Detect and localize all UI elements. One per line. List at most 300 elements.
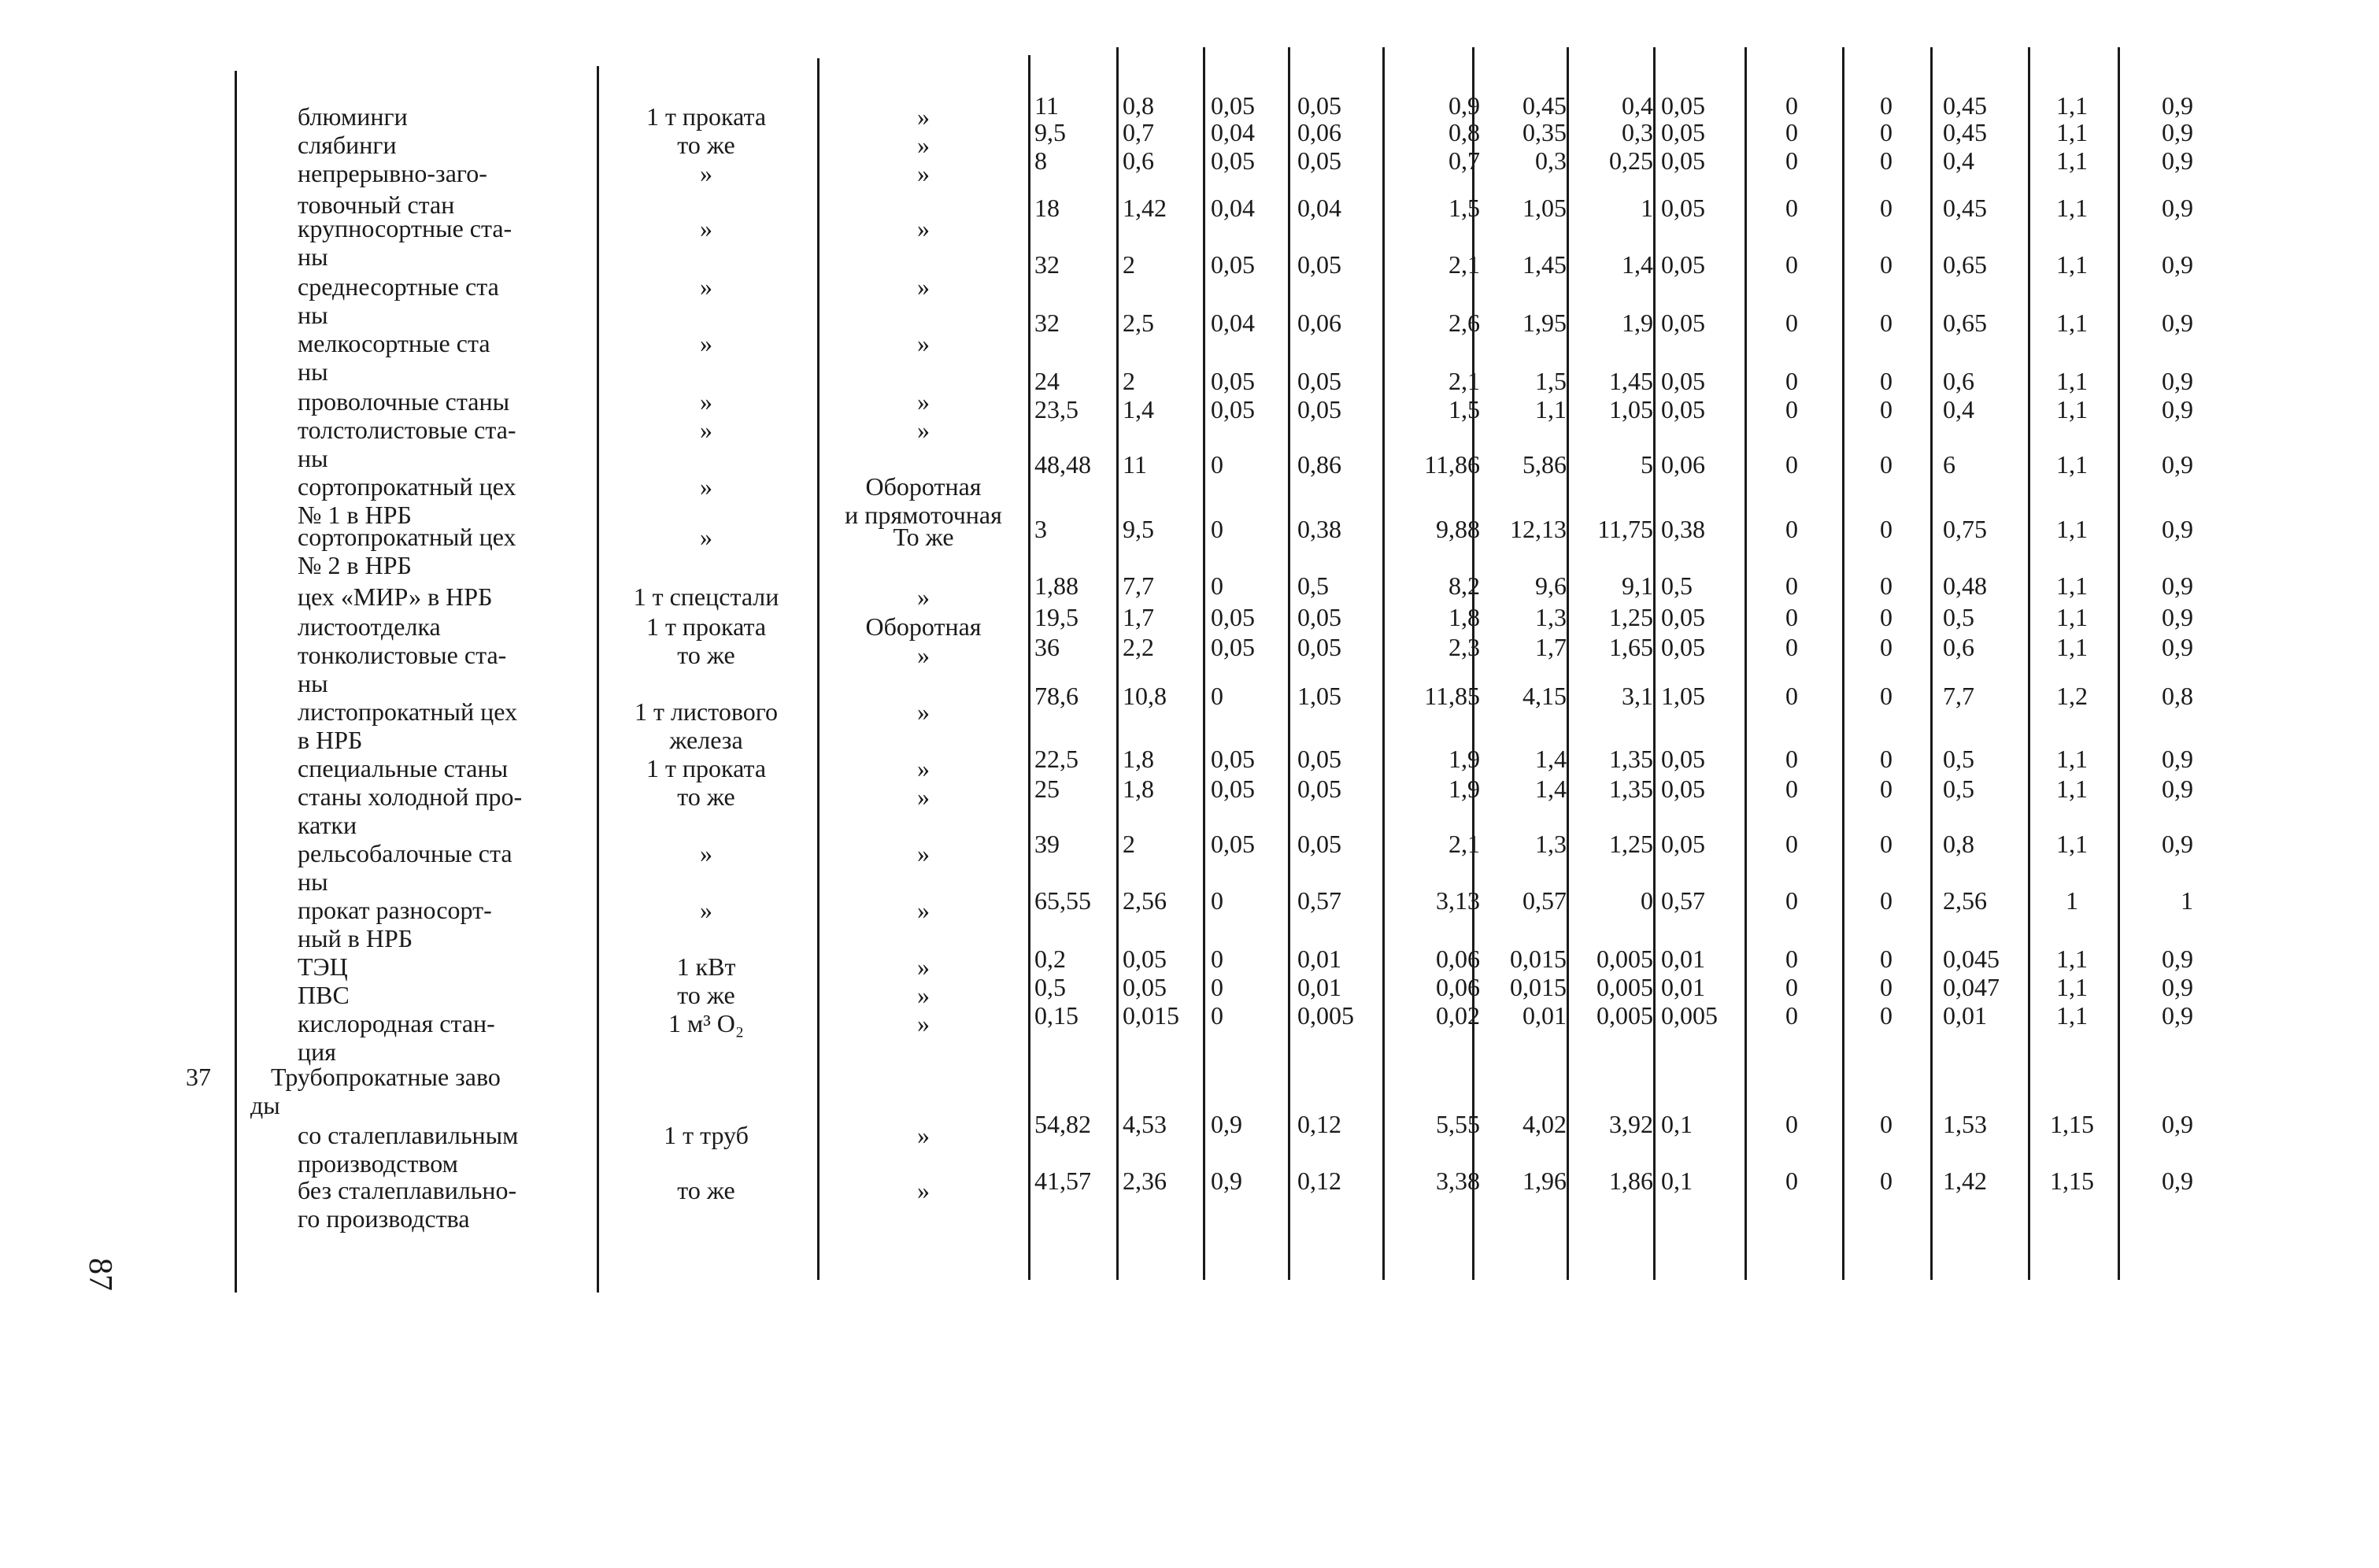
table-cell: 0 <box>1211 886 1223 915</box>
row-name: производством <box>298 1149 458 1178</box>
row-unit: 1 т спецстали <box>633 582 779 611</box>
page-number: 87 <box>82 1258 118 1291</box>
column-rule <box>2028 47 2030 1280</box>
table-cell: 0,1 <box>1661 1167 1693 1195</box>
table-cell: 1,1 <box>2056 571 2088 600</box>
table-cell: 18 <box>1034 194 1060 222</box>
row-water-supply: » <box>917 582 930 611</box>
row-name: проволочные станы <box>298 387 510 416</box>
table-cell: 0,9 <box>2162 973 2193 1001</box>
table-cell: 1,1 <box>2056 775 2088 803</box>
row-name: № 1 в НРБ <box>298 501 412 529</box>
table-cell: 5,86 <box>1522 450 1567 479</box>
table-cell: 1,05 <box>1609 395 1653 423</box>
table-cell: 0 <box>1880 250 1892 279</box>
table-cell: 0,8 <box>2162 682 2193 710</box>
row-water-supply: » <box>917 1009 930 1037</box>
table-cell: 1,2 <box>2056 682 2088 710</box>
row-unit: » <box>700 523 712 551</box>
table-cell: 1,1 <box>2056 515 2088 543</box>
table-cell: 0 <box>1785 450 1798 479</box>
table-cell: 0,1 <box>1661 1110 1693 1138</box>
row-unit: » <box>700 329 712 357</box>
row-unit: 1 м³ O₂ <box>668 1009 745 1037</box>
row-name: цех «МИР» в НРБ <box>298 582 493 611</box>
table-cell: 1,5 <box>1448 395 1480 423</box>
table-cell: 9,88 <box>1436 515 1480 543</box>
table-cell: 1,1 <box>2056 309 2088 337</box>
table-cell: 4,15 <box>1522 682 1567 710</box>
table-cell: 1,7 <box>1123 603 1154 631</box>
table-cell: 0,05 <box>1661 830 1705 858</box>
table-cell: 0 <box>1880 309 1892 337</box>
table-cell: 0,9 <box>2162 309 2193 337</box>
table-cell: 1,1 <box>2056 945 2088 973</box>
table-cell: 0 <box>1880 973 1892 1001</box>
table-cell: 0,05 <box>1297 146 1341 175</box>
table-cell: 1,1 <box>2056 250 2088 279</box>
row-water-supply: » <box>917 981 930 1009</box>
table-cell: 9,5 <box>1123 515 1154 543</box>
table-cell: 0,06 <box>1661 450 1705 479</box>
table-cell: 1,8 <box>1123 775 1154 803</box>
row-unit: то же <box>677 782 735 811</box>
table-cell: 24 <box>1034 367 1060 395</box>
row-water-supply: » <box>917 896 930 924</box>
table-cell: 12,13 <box>1510 515 1567 543</box>
table-cell: 0,05 <box>1661 146 1705 175</box>
row-name: рельсобалочные ста <box>298 839 512 867</box>
row-name: в НРБ <box>298 726 363 754</box>
table-cell: 0,005 <box>1596 973 1653 1001</box>
table-cell: 0,9 <box>2162 118 2193 146</box>
table-cell: 1,42 <box>1943 1167 1987 1195</box>
table-cell: 0,05 <box>1297 395 1341 423</box>
row-water-supply: » <box>917 754 930 782</box>
table-cell: 0,01 <box>1661 973 1705 1001</box>
table-cell: 0 <box>1785 775 1798 803</box>
row-name: ТЭЦ <box>298 952 348 981</box>
table-cell: 1,15 <box>2050 1167 2094 1195</box>
table-cell: 0 <box>1785 1110 1798 1138</box>
row-name: листоотделка <box>298 612 441 641</box>
table-cell: 0,05 <box>1211 91 1255 120</box>
table-cell: 1 <box>1641 194 1653 222</box>
table-cell: 2,2 <box>1123 633 1154 661</box>
table-cell: 0,05 <box>1297 633 1341 661</box>
table-cell: 0 <box>1211 515 1223 543</box>
table-cell: 0,9 <box>2162 775 2193 803</box>
table-cell: 48,48 <box>1034 450 1091 479</box>
row-name: сортопрокатный цех <box>298 523 516 551</box>
table-cell: 1,3 <box>1535 830 1567 858</box>
table-cell: 2,1 <box>1448 830 1480 858</box>
row-name: прокат разносорт- <box>298 896 492 924</box>
table-cell: 1,25 <box>1609 830 1653 858</box>
table-cell: 0 <box>1211 945 1223 973</box>
table-cell: 1,1 <box>2056 118 2088 146</box>
row-water-supply: » <box>917 329 930 357</box>
row-water-supply: » <box>917 839 930 867</box>
column-rule <box>1116 47 1119 1280</box>
table-cell: 9,1 <box>1622 571 1653 600</box>
table-cell: 0 <box>1785 194 1798 222</box>
table-cell: 2 <box>1123 250 1135 279</box>
table-cell: 1,05 <box>1661 682 1705 710</box>
table-cell: 0,05 <box>1661 250 1705 279</box>
row-name: № 2 в НРБ <box>298 551 412 579</box>
table-cell: 0,05 <box>1123 945 1167 973</box>
row-unit: 1 т листового <box>634 697 779 726</box>
table-cell: 11 <box>1123 450 1147 479</box>
table-cell: 0,4 <box>1943 146 1974 175</box>
table-cell: 0,05 <box>1211 367 1255 395</box>
table-cell: 0,06 <box>1297 118 1341 146</box>
row-water-supply: Оборотная <box>865 612 982 641</box>
table-cell: 0,9 <box>2162 250 2193 279</box>
table-cell: 0,9 <box>2162 194 2193 222</box>
table-cell: 0,15 <box>1034 1001 1079 1030</box>
table-cell: 1,1 <box>2056 745 2088 773</box>
table-cell: 0,9 <box>2162 395 2193 423</box>
table-cell: 0,05 <box>1211 146 1255 175</box>
row-unit: » <box>700 272 712 301</box>
row-name: со сталеплавильным <box>298 1121 519 1149</box>
table-cell: 3,13 <box>1436 886 1480 915</box>
table-cell: 0 <box>1880 91 1892 120</box>
table-cell: 0,8 <box>1448 118 1480 146</box>
table-cell: 0,57 <box>1522 886 1567 915</box>
table-cell: 11,75 <box>1597 515 1653 543</box>
table-cell: 0,05 <box>1661 395 1705 423</box>
table-cell: 0,57 <box>1661 886 1705 915</box>
table-cell: 11,85 <box>1424 682 1480 710</box>
table-cell: 1,1 <box>2056 194 2088 222</box>
row-name: сортопрокатный цех <box>298 472 516 501</box>
table-cell: 0,9 <box>2162 146 2193 175</box>
table-cell: 0,047 <box>1943 973 2000 1001</box>
table-cell: 0,9 <box>2162 1001 2193 1030</box>
table-cell: 2 <box>1123 830 1135 858</box>
table-cell: 0 <box>1880 945 1892 973</box>
table-cell: 2,5 <box>1123 309 1154 337</box>
table-cell: 0 <box>1211 1001 1223 1030</box>
table-cell: 5,55 <box>1436 1110 1480 1138</box>
table-cell: 0,01 <box>1943 1001 1987 1030</box>
table-cell: 0 <box>1785 682 1798 710</box>
table-cell: 0 <box>1211 973 1223 1001</box>
table-cell: 0,06 <box>1436 973 1480 1001</box>
table-cell: 9,5 <box>1034 118 1066 146</box>
table-cell: 11,86 <box>1424 450 1480 479</box>
row-name: ция <box>298 1037 336 1066</box>
table-cell: 0,5 <box>1661 571 1693 600</box>
table-cell: 7,7 <box>1943 682 1974 710</box>
table-cell: 0,2 <box>1034 945 1066 973</box>
table-cell: 0,005 <box>1596 945 1653 973</box>
table-cell: 1,1 <box>1535 395 1567 423</box>
table-cell: 0,05 <box>1211 633 1255 661</box>
table-cell: 0,7 <box>1123 118 1154 146</box>
row-water-supply: Оборотная <box>865 472 982 501</box>
table-cell: 1,1 <box>2056 146 2088 175</box>
table-cell: 1,1 <box>2056 91 2088 120</box>
table-cell: 0 <box>1785 309 1798 337</box>
table-cell: 0,05 <box>1211 395 1255 423</box>
table-cell: 1,86 <box>1609 1167 1653 1195</box>
table-cell: 0,75 <box>1943 515 1987 543</box>
table-cell: 8 <box>1034 146 1047 175</box>
table-cell: 1,35 <box>1609 745 1653 773</box>
table-cell: 1,95 <box>1522 309 1567 337</box>
table-cell: 1 <box>2181 886 2193 915</box>
column-rule <box>1382 47 1385 1280</box>
table-cell: 0,12 <box>1297 1110 1341 1138</box>
table-cell: 1,45 <box>1522 250 1567 279</box>
table-cell: 0 <box>1880 603 1892 631</box>
row-water-supply: » <box>917 102 930 131</box>
table-cell: 1,1 <box>2056 1001 2088 1030</box>
table-cell: 0 <box>1211 571 1223 600</box>
column-rule <box>2118 47 2120 1280</box>
table-cell: 78,6 <box>1034 682 1079 710</box>
table-cell: 1,8 <box>1448 603 1480 631</box>
table-cell: 1,65 <box>1609 633 1653 661</box>
table-cell: 0,01 <box>1297 945 1341 973</box>
table-cell: 0,7 <box>1448 146 1480 175</box>
row-water-supply: » <box>917 272 930 301</box>
row-water-supply: » <box>917 952 930 981</box>
table-cell: 1,35 <box>1609 775 1653 803</box>
row-water-supply: » <box>917 416 930 444</box>
row-name: ПВС <box>298 981 350 1009</box>
table-cell: 0,86 <box>1297 450 1341 479</box>
table-cell: 0,45 <box>1522 91 1567 120</box>
table-cell: 1,1 <box>2056 830 2088 858</box>
row-name: кислородная стан- <box>298 1009 495 1037</box>
table-cell: 0,9 <box>2162 603 2193 631</box>
row-water-supply: » <box>917 159 930 187</box>
row-name: ды <box>250 1091 280 1119</box>
table-cell: 0 <box>1880 146 1892 175</box>
table-cell: 0,8 <box>1943 830 1974 858</box>
row-unit: то же <box>677 981 735 1009</box>
table-cell: 0 <box>1880 775 1892 803</box>
table-cell: 0,04 <box>1211 118 1255 146</box>
table-cell: 1,9 <box>1622 309 1653 337</box>
row-water-supply: » <box>917 131 930 159</box>
table-cell: 0,05 <box>1661 367 1705 395</box>
table-cell: 1,1 <box>2056 633 2088 661</box>
table-cell: 0,12 <box>1297 1167 1341 1195</box>
column-rule <box>1028 55 1030 1280</box>
table-cell: 0,05 <box>1297 830 1341 858</box>
row-name: ны <box>298 301 328 329</box>
table-cell: 1,3 <box>1535 603 1567 631</box>
table-cell: 19,5 <box>1034 603 1079 631</box>
table-cell: 0,45 <box>1943 118 1987 146</box>
table-cell: 0 <box>1785 633 1798 661</box>
table-cell: 0 <box>1785 973 1798 1001</box>
table-cell: 0,9 <box>2162 450 2193 479</box>
row-water-supply: » <box>917 641 930 669</box>
table-cell: 0 <box>1785 945 1798 973</box>
row-water-supply: » <box>917 387 930 416</box>
table-cell: 0,06 <box>1297 309 1341 337</box>
table-cell: 1,53 <box>1943 1110 1987 1138</box>
table-cell: 0,9 <box>2162 945 2193 973</box>
table-cell: 0,05 <box>1661 633 1705 661</box>
table-cell: 0,9 <box>2162 745 2193 773</box>
table-cell: 0,38 <box>1297 515 1341 543</box>
row-number: 37 <box>186 1063 211 1091</box>
table-cell: 0 <box>1785 91 1798 120</box>
table-cell: 0 <box>1785 830 1798 858</box>
table-cell: 1,7 <box>1535 633 1567 661</box>
table-cell: 0,9 <box>1211 1110 1242 1138</box>
table-cell: 0,05 <box>1297 250 1341 279</box>
table-cell: 0 <box>1880 886 1892 915</box>
row-name: станы холодной про- <box>298 782 523 811</box>
table-cell: 0,05 <box>1297 775 1341 803</box>
table-cell: 0,05 <box>1211 603 1255 631</box>
table-cell: 0 <box>1785 1001 1798 1030</box>
row-unit: то же <box>677 641 735 669</box>
table-cell: 0,9 <box>2162 633 2193 661</box>
table-cell: 0,05 <box>1661 775 1705 803</box>
table-cell: 0,9 <box>1448 91 1480 120</box>
table-cell: 2,3 <box>1448 633 1480 661</box>
table-cell: 2,56 <box>1943 886 1987 915</box>
table-cell: 0,57 <box>1297 886 1341 915</box>
row-unit: то же <box>677 131 735 159</box>
table-cell: 0,015 <box>1510 945 1567 973</box>
row-water-supply: » <box>917 1176 930 1204</box>
table-cell: 1,88 <box>1034 571 1079 600</box>
row-water-supply: и прямоточная <box>845 501 1002 529</box>
row-water-supply: То же <box>893 523 954 551</box>
table-cell: 0,25 <box>1609 146 1653 175</box>
table-cell: 0,05 <box>1661 91 1705 120</box>
table-cell: 1,9 <box>1448 745 1480 773</box>
row-name: тонколистовые ста- <box>298 641 507 669</box>
table-cell: 1,96 <box>1522 1167 1567 1195</box>
row-name: крупносортные ста- <box>298 214 512 242</box>
table-cell: 0,3 <box>1622 118 1653 146</box>
row-name: без сталеплавильно- <box>298 1176 517 1204</box>
column-rule <box>1930 47 1933 1280</box>
table-cell: 0,05 <box>1297 91 1341 120</box>
row-name: ны <box>298 867 328 896</box>
row-unit: 1 т проката <box>646 754 767 782</box>
column-rule <box>597 66 599 1292</box>
row-name: ны <box>298 357 328 386</box>
table-cell: 9,6 <box>1535 571 1567 600</box>
row-water-supply: » <box>917 214 930 242</box>
table-cell: 4,53 <box>1123 1110 1167 1138</box>
table-cell: 8,2 <box>1448 571 1480 600</box>
table-cell: 0,3 <box>1535 146 1567 175</box>
table-cell: 1,05 <box>1297 682 1341 710</box>
table-cell: 2,56 <box>1123 886 1167 915</box>
table-cell: 0,05 <box>1211 250 1255 279</box>
column-rule <box>1567 47 1569 1280</box>
table-cell: 0,05 <box>1211 745 1255 773</box>
table-cell: 0,9 <box>2162 367 2193 395</box>
table-cell: 0,04 <box>1211 194 1255 222</box>
table-cell: 1,8 <box>1123 745 1154 773</box>
row-name: мелкосортные ста <box>298 329 490 357</box>
table-cell: 0,04 <box>1211 309 1255 337</box>
table-cell: 1 <box>2066 886 2078 915</box>
table-cell: 0 <box>1785 395 1798 423</box>
column-rule <box>1653 47 1656 1280</box>
table-cell: 1,1 <box>2056 603 2088 631</box>
table-cell: 0,5 <box>1943 603 1974 631</box>
table-cell: 0,6 <box>1943 367 1974 395</box>
table-cell: 0,45 <box>1943 91 1987 120</box>
table-cell: 0,9 <box>2162 571 2193 600</box>
table-cell: 0 <box>1880 1167 1892 1195</box>
table-cell: 0 <box>1785 367 1798 395</box>
table-cell: 0 <box>1880 1001 1892 1030</box>
table-cell: 0 <box>1785 146 1798 175</box>
table-cell: 41,57 <box>1034 1167 1091 1195</box>
row-name: Трубопрокатные заво <box>271 1063 501 1091</box>
table-cell: 0 <box>1211 682 1223 710</box>
table-cell: 2 <box>1123 367 1135 395</box>
table-cell: 0 <box>1880 515 1892 543</box>
row-name: непрерывно-заго- <box>298 159 487 187</box>
row-unit: 1 т труб <box>664 1121 749 1149</box>
table-cell: 0,05 <box>1297 745 1341 773</box>
row-name: ны <box>298 444 328 472</box>
column-rule <box>1472 47 1474 1280</box>
table-cell: 0,5 <box>1034 973 1066 1001</box>
table-cell: 1,4 <box>1123 395 1154 423</box>
row-unit: » <box>700 214 712 242</box>
table-cell: 1,05 <box>1522 194 1567 222</box>
table-cell: 0 <box>1880 745 1892 773</box>
table-cell: 0,01 <box>1522 1001 1567 1030</box>
table-cell: 1,4 <box>1535 775 1567 803</box>
table-cell: 0,015 <box>1123 1001 1179 1030</box>
table-cell: 0,005 <box>1661 1001 1718 1030</box>
table-cell: 0,9 <box>2162 830 2193 858</box>
table-cell: 1,5 <box>1448 194 1480 222</box>
table-cell: 1,9 <box>1448 775 1480 803</box>
column-rule <box>1203 47 1205 1280</box>
table-cell: 0,9 <box>2162 1167 2193 1195</box>
table-cell: 0,015 <box>1510 973 1567 1001</box>
table-cell: 0 <box>1880 571 1892 600</box>
table-cell: 0,04 <box>1297 194 1341 222</box>
row-name: ны <box>298 669 328 697</box>
table-cell: 1,1 <box>2056 395 2088 423</box>
row-name: катки <box>298 811 357 839</box>
table-cell: 36 <box>1034 633 1060 661</box>
row-name: ны <box>298 242 328 271</box>
row-name: слябинги <box>298 131 397 159</box>
table-cell: 0,01 <box>1661 945 1705 973</box>
row-name: го производства <box>298 1204 470 1233</box>
table-cell: 0,05 <box>1211 830 1255 858</box>
table-cell: 0 <box>1880 194 1892 222</box>
table-cell: 0,6 <box>1943 633 1974 661</box>
row-unit: то же <box>677 1176 735 1204</box>
column-rule <box>235 71 237 1292</box>
table-cell: 22,5 <box>1034 745 1079 773</box>
